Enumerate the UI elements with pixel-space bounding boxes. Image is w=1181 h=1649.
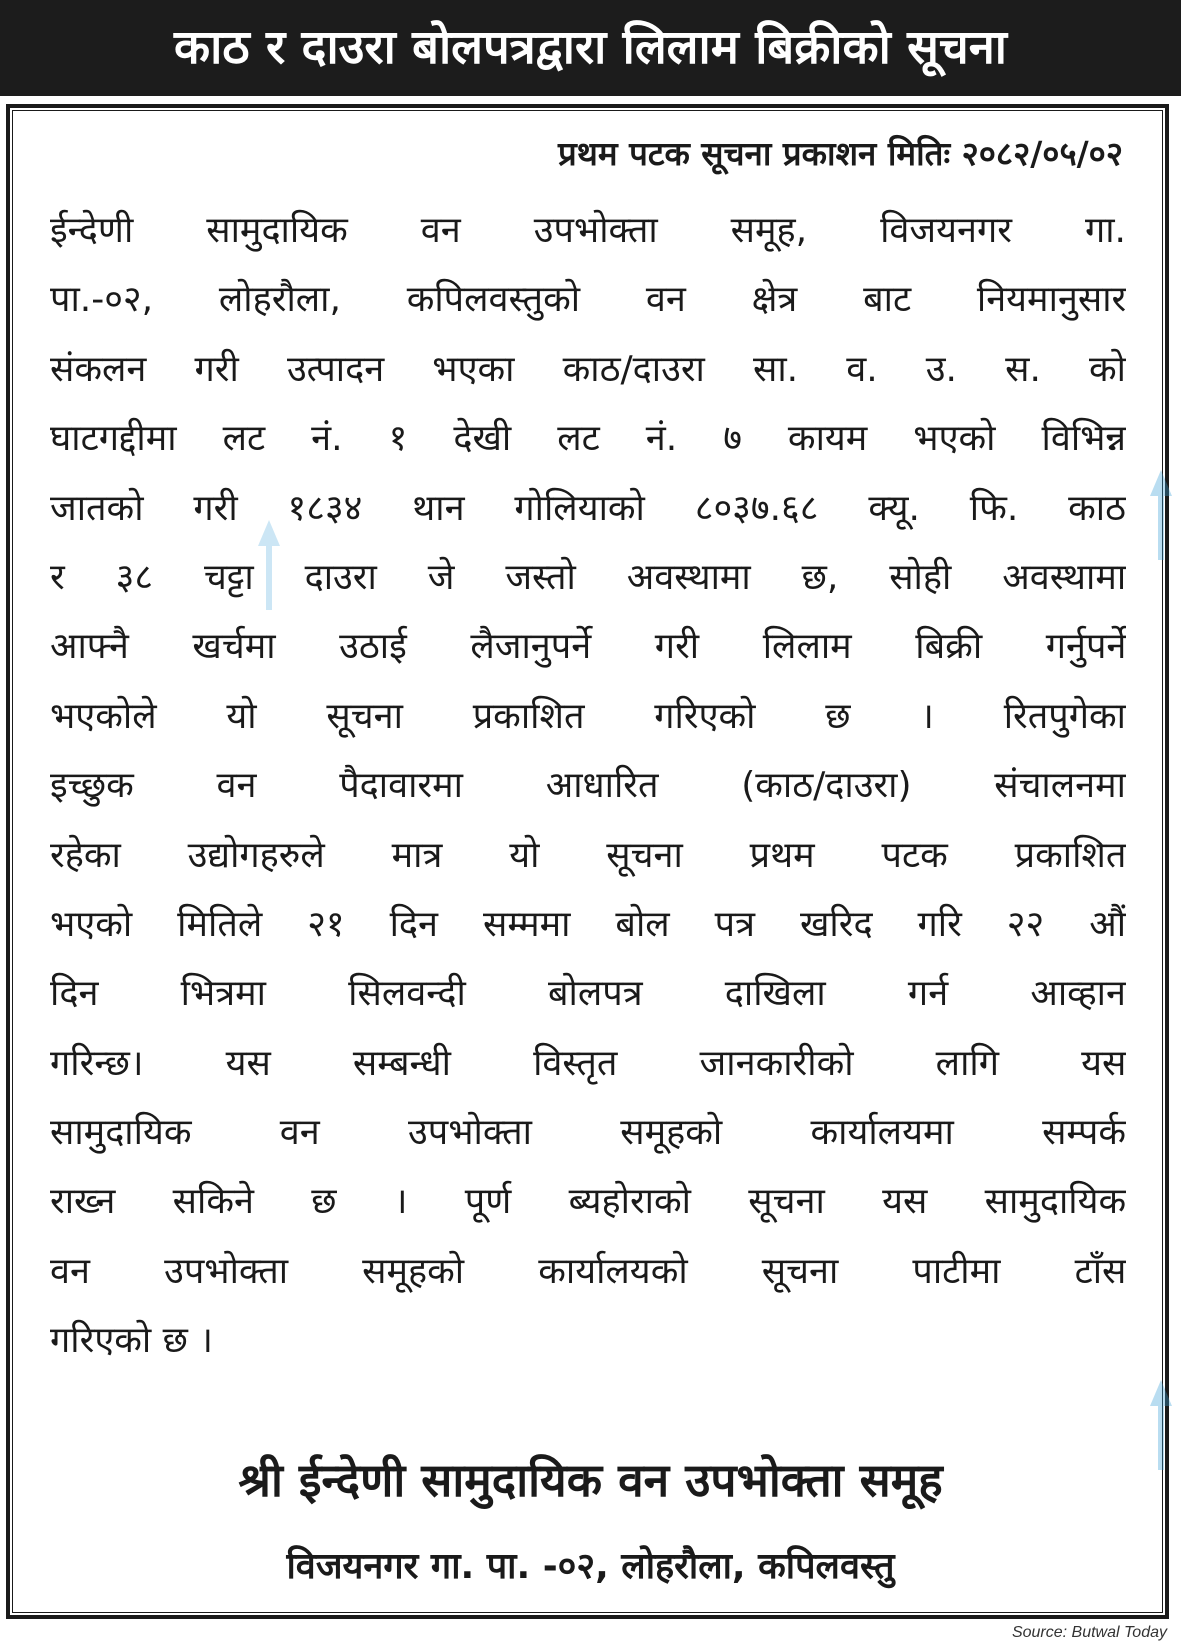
watermark-arrow-icon: [1150, 470, 1172, 560]
signature-organization: श्री ईन्देणी सामुदायिक वन उपभोक्ता समूह: [238, 1453, 943, 1507]
body-line: गरिएको छ ।: [50, 1320, 213, 1362]
body-line: राख्न सकिने छ । पूर्ण ब्यहोराको सूचना यस सामुदायिक: [50, 1181, 1126, 1223]
body-line: पा.-०२, लोहरौला, कपिलवस्तुको वन क्षेत्र बाट नियमानुसार: [50, 279, 1126, 321]
signature-address: विजयनगर गा. पा. -०२, लोहरौला, कपिलवस्तु: [286, 1546, 895, 1587]
body-line: दिन भित्रमा सिलवन्दी बोलपत्र दाखिला गर्न आव्हान: [50, 973, 1126, 1015]
title-banner: [0, 0, 1181, 96]
body-line: ईन्देणी सामुदायिक वन उपभोक्ता समूह, विजयनगर गा.: [50, 210, 1126, 251]
notice-body: [50, 196, 1126, 1376]
body-line: र ३८ चट्टा दाउरा जे जस्तो अवस्थामा छ, सोही अवस्थामा: [50, 556, 1126, 598]
body-line: भएको मितिले २१ दिन सम्ममा बोल पत्र खरिद गरि २२ औं: [50, 903, 1126, 945]
body-line: सामुदायिक वन उपभोक्ता समूहको कार्यालयमा सम्पर्क: [50, 1112, 1126, 1154]
body-line: इच्छुक वन पैदावारमा आधारित (काठ/दाउरा) संचालनमा: [50, 765, 1126, 807]
watermark-arrow-icon: [258, 520, 280, 610]
publication-date: प्रथम पटक सूचना प्रकाशन मितिः २०८२/०५/०२: [558, 134, 1123, 173]
body-line: रहेका उद्योगहरुले मात्र यो सूचना प्रथम पटक प्रकाशित: [50, 834, 1126, 876]
body-line: संकलन गरी उत्पादन भएका काठ/दाउरा सा. व. उ. स. को: [50, 348, 1126, 390]
body-line: वन उपभोक्ता समूहको कार्यालयको सूचना पाटीमा टाँस: [50, 1250, 1126, 1292]
body-line: जातको गरी १८३४ थान गोलियाको ८०३७.६८ क्यू. फि. काठ: [50, 487, 1126, 529]
body-line: घाटगद्दीमा लट नं. १ देखी लट नं. ७ कायम भएको विभिन्न: [50, 418, 1126, 460]
body-line: आफ्नै खर्चमा उठाई लैजानुपर्ने गरी लिलाम बिक्री गर्नुपर्ने: [50, 626, 1126, 668]
body-line: भएकोले यो सूचना प्रकाशित गरिएको छ । रितपुगेका: [50, 695, 1126, 737]
notice-title: काठ र दाउरा बोलपत्रद्वारा लिलाम बिक्रीको सूचना: [174, 20, 1007, 75]
source-credit: Source: Butwal Today: [1011, 1624, 1167, 1641]
body-line: गरिन्छ। यस सम्बन्धी विस्तृत जानकारीको लागि यस: [50, 1042, 1126, 1084]
watermark-arrow-icon: [1150, 1380, 1172, 1470]
